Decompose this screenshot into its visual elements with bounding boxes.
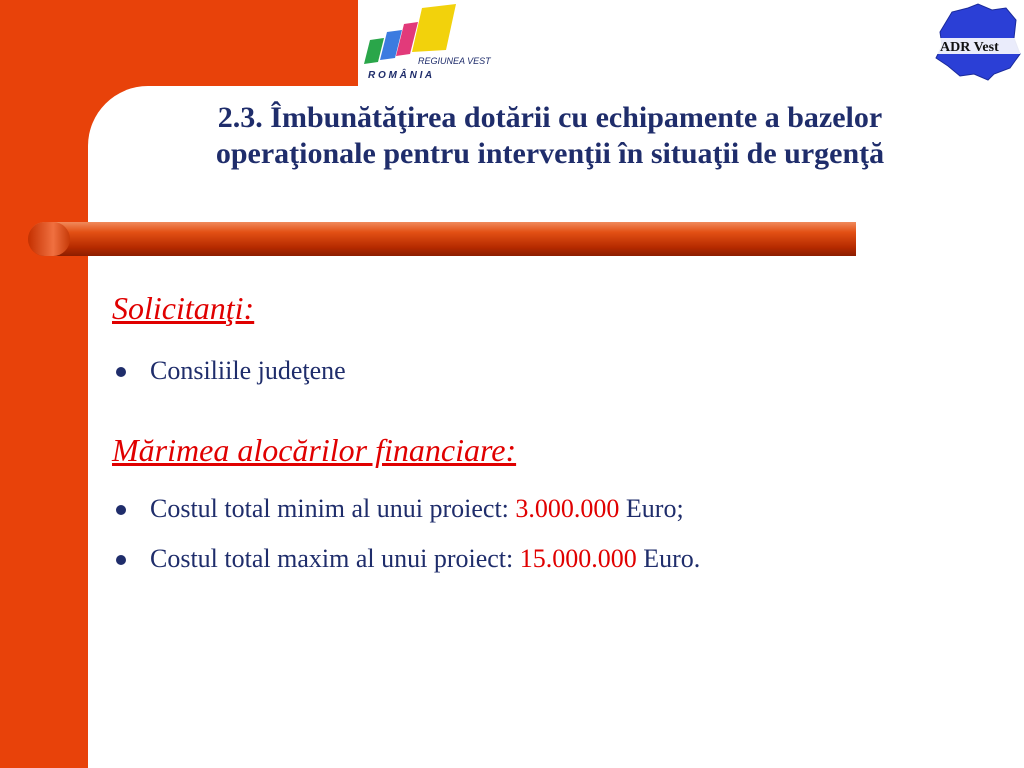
applicants-item: Consiliile judeţene	[112, 354, 992, 388]
min-amount: 3.000.000	[515, 494, 620, 523]
left-accent-band	[0, 0, 88, 768]
adr-vest-logo	[930, 2, 1022, 82]
funding-item-min: Costul total minim al unui proiect: 3.000.000 Euro;	[112, 492, 992, 526]
regiunea-vest-logo	[360, 2, 491, 82]
applicants-heading: Solicitanţi:	[112, 290, 255, 326]
title-divider-bar	[28, 222, 856, 256]
bullet-icon	[116, 505, 126, 515]
max-amount: 15.000.000	[519, 544, 637, 573]
bullet-icon	[116, 555, 126, 565]
bullet-icon	[116, 367, 126, 377]
logo-line2: R O M Â N I A	[368, 70, 433, 81]
slide-body	[112, 286, 992, 576]
adr-logo-text: ADR Vest	[940, 40, 999, 55]
top-accent-band	[88, 0, 358, 86]
title-divider-bar-cap	[28, 222, 70, 256]
logo-line1: REGIUNEA VEST	[418, 56, 491, 66]
funding-heading: Mărimea alocărilor financiare:	[112, 432, 517, 468]
funding-item-max: Costul total maxim al unui proiect: 15.000.000 Euro.	[112, 542, 992, 576]
slide-title: 2.3. Îmbunătăţirea dotării cu echipamente a bazelor operaţionale pentru intervenţii în situaţii de urgenţă	[215, 101, 885, 170]
